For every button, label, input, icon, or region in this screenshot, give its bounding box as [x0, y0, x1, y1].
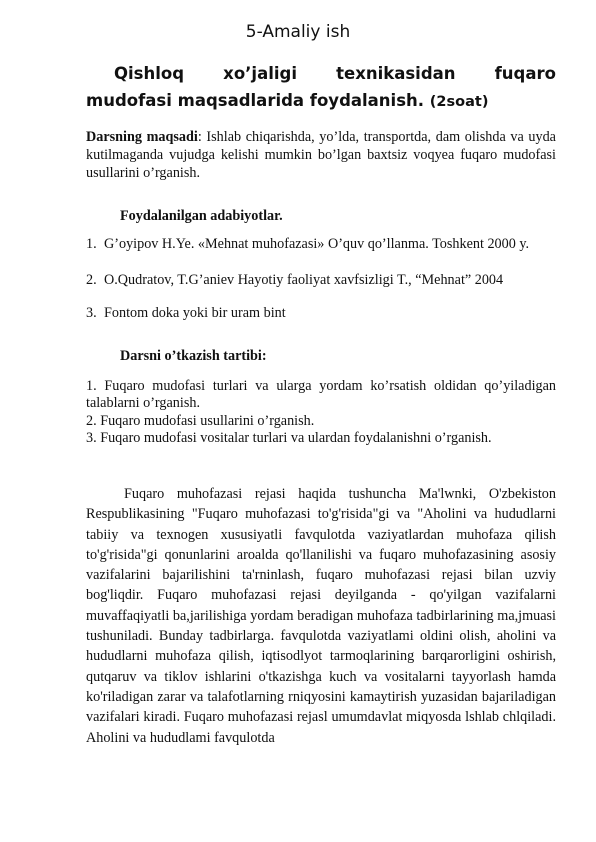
heading-word: xo’jaligi	[223, 64, 297, 83]
plan-heading: Darsni o’tkazish tartibi:	[120, 348, 267, 364]
heading-line2-text: mudofasi maqsadlarida foydalanish.	[86, 91, 425, 110]
lesson-purpose	[86, 128, 556, 182]
topic-heading	[86, 60, 556, 116]
hours-label: (2soat)	[429, 94, 489, 110]
topic-heading-line2	[86, 87, 556, 116]
body-paragraph: Fuqaro muhofazasi rejasi haqida tushuncha Ma'lwnki, O'zbekiston Respublikasining "Fuqaro muhofazasi to'g'risida"gi va "Aholini va hududlarni tabiiy va texnogen xususiyatli favqulotda vaziyatlardan muhofaza qilish to'g'risida"gi qonunlarini aroalda qo'llanilishi va fuqaro muhofazasining asosiy vazifalarini bajarilishini ta'rninlash, fuqaro muhofazasi rejasi bilan uzviy bog'liqdir. Fuqaro muhofazasi rejasi deyilganda - qo'yilgan vazifalarni muvaffaqiyatli ba,jarilishiga yordam beradigan muhofaza tadbirlarining ma,jmuasi tushuniladi. Bunday tadbirlarga. favqulotda vaziyatlami oldini olish, aholini va hududlarni muhofaza qilish, iqtisodlyot tarmoqlarining barqarorligini oshirish, qutqaruv va tiklov ishlarini o'tkazishga kuch va vositalarni tayyorlash hamda ko'riladigan zarar va talafotlarning rniqyosini kamaytirish yuzasidan bajariladigan vazifalari kiradi. Fuqaro muhofazasi rejasl umumdavlat miqyosda lshlab chlqiladi. Aholini va hududlami favqulotda	[86, 486, 556, 746]
literature-item	[86, 305, 556, 322]
purpose-label: Darsning maqsadi	[86, 129, 198, 145]
plan-item: 1. Fuqaro mudofasi turlari va ularga yordam ko’rsatish oldidan qo’yiladigan talablarni o’rganish.	[86, 378, 556, 411]
plan-item: 3. Fuqaro mudofasi vositalar turlari va ulardan foydalanishni o’rganish.	[86, 430, 492, 446]
purpose-text: : Ishlab chiqarishda, yo’lda, transportda, dam olishda va uyda kutilmaganda vujudga kelishi mumkin bo’lgan baxtsiz voqyea fuqaro mudofasi usullarini o’rganish.	[86, 129, 556, 181]
topic-heading-line1	[86, 60, 556, 87]
heading-word: Qishloq	[114, 64, 185, 83]
item-text: Fontom doka yoki bir uram bint	[104, 305, 286, 321]
literature-item	[86, 272, 556, 289]
item-text: O.Qudratov, T.G’aniev Hayotiy faoliyat xavfsizligi T., “Mehnat” 2004	[104, 272, 504, 288]
page-title: 5-Amaliy ish	[245, 22, 351, 42]
item-number: 3.	[86, 305, 97, 321]
heading-word: fuqaro	[494, 64, 556, 83]
item-number: 2.	[86, 272, 97, 288]
literature-heading: Foydalanilgan adabiyotlar.	[120, 208, 283, 224]
item-text: G’oyipov H.Ye. «Mehnat muhofazasi» O’quv qo’llanma. Toshkent 2000 y.	[104, 236, 530, 252]
plan-item: 2. Fuqaro mudofasi usullarini o’rganish.	[86, 413, 315, 429]
literature-item	[86, 236, 556, 253]
heading-word: texnikasidan	[336, 64, 456, 83]
item-number: 1.	[86, 236, 97, 252]
